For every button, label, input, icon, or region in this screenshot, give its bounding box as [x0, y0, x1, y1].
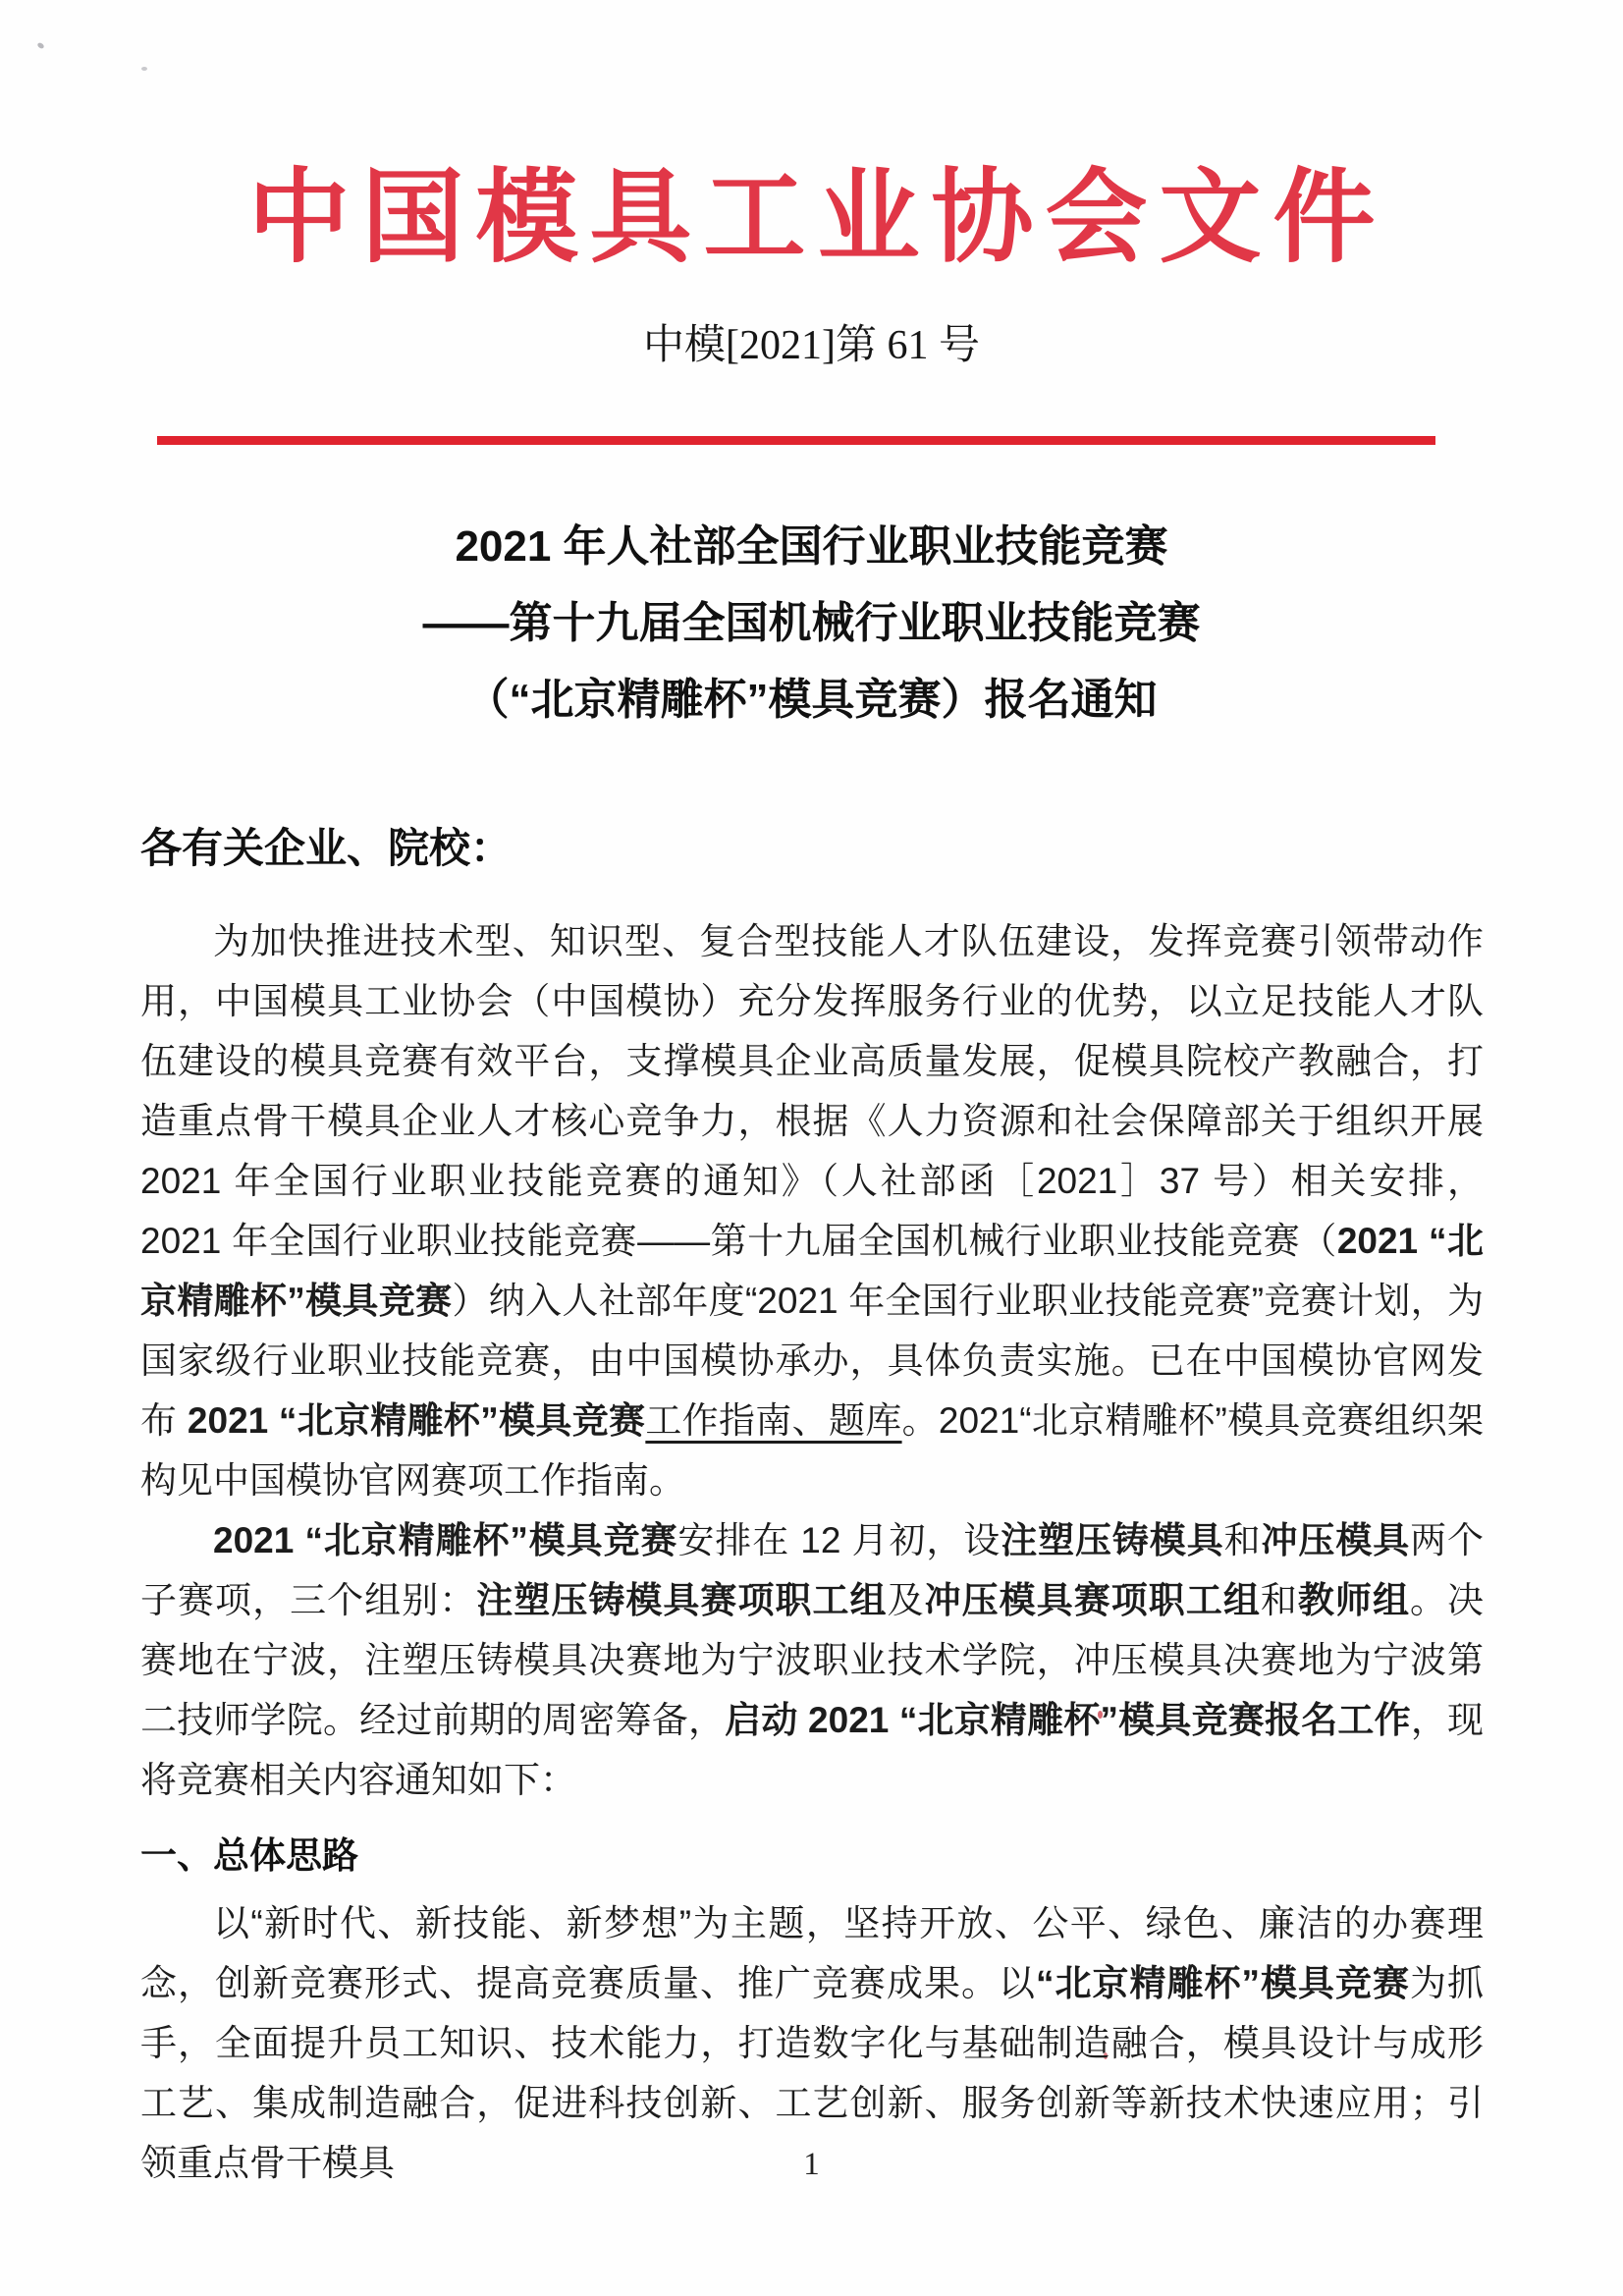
text-segment: 安排在 12 月初，设 — [677, 1520, 1001, 1560]
section-heading — [140, 1826, 1484, 1886]
scan-speckle — [141, 67, 147, 71]
document-title — [0, 509, 1623, 738]
document-title-line-1: 2021 年人社部全国行业职业技能竞赛 — [455, 522, 1168, 571]
text-segment: ，现将竞赛相关内容通知如下： — [140, 1700, 1485, 1800]
document-title-line-3: （“北京精雕杯”模具竞赛）报名通知 — [465, 676, 1158, 724]
text-segment: 及 — [887, 1580, 925, 1620]
document-body — [140, 911, 1484, 2193]
body-paragraph — [140, 1510, 1484, 1810]
text-segment: 教师组 — [1297, 1580, 1411, 1620]
text-segment: 。2021“北京精雕杯”模具竞赛组织架构见中国模协官网赛项工作指南。 — [140, 1400, 1484, 1501]
document-number: 中模[2021]第 61 号 — [643, 323, 980, 368]
text-segment: 和 — [1223, 1520, 1262, 1560]
text-segment: “北京精雕杯”模具竞赛 — [1036, 1963, 1410, 2003]
text-segment: 工作指南、题库 — [645, 1400, 902, 1441]
text-segment: 注塑压铸模具 — [1001, 1520, 1224, 1560]
text-segment: 两个子赛项，三个组别： — [140, 1520, 1485, 1620]
text-segment: ）纳入人社部年度“2021 年全国行业职业技能竞赛”竞赛计划，为国家级行业职业技能竞赛，由中国模协承办，具体负责实施。已在中国模协官网发布 — [140, 1281, 1485, 1441]
letterhead-divider-rule — [157, 436, 1435, 445]
text-segment: 注塑压铸模具赛项职工组 — [476, 1580, 888, 1620]
salutation: 各有关企业、院校： — [140, 825, 513, 871]
page-number: 1 — [803, 2147, 820, 2182]
text-segment: 2021 “北京精雕杯”模具竞赛 — [140, 1221, 1485, 1321]
text-segment: 2021 “北京精雕杯”模具竞赛 — [213, 1520, 678, 1560]
text-segment: 启动 2021 “北京精雕杯”模具竞赛报名工作 — [725, 1700, 1411, 1740]
text-segment: 为抓手，全面提升员工知识、技术能力，打造数字化与基础制造融合，模具设计与成形工艺、集成制造融合，促进科技创新、工艺创新、服务创新等新技术快速应用；引领重点骨干模具 — [140, 1963, 1484, 2183]
text-segment: 和 — [1260, 1580, 1298, 1620]
scan-speckle — [36, 41, 45, 49]
text-segment: 为加快推进技术型、知识型、复合型技能人才队伍建设，发挥竞赛引领带动作用，中国模具工业协会（中国模协）充分发挥服务行业的优势，以立足技能人才队伍建设的模具竞赛有效平台，支撑模具企业高质量发展，促模具院校产教融合，打造重点骨干模具企业人才核心竞争力，根据《人力资源和社会保障部关于组织开展 2021 年全国行业职业技能竞赛的通知》（人社部函［2021］37 号）相关安排， 2021 年全国行业职业技能竞赛——第十九届全国机械行业职业技能竞赛（ — [140, 921, 1484, 1261]
text-segment: 冲压模具 — [1261, 1520, 1411, 1560]
text-segment: 2021 “北京精雕杯”模具竞赛 — [187, 1400, 646, 1441]
text-segment: 。决赛地在宁波，注塑压铸模具决赛地为宁波职业技术学院，冲压模具决赛地为宁波第二技师学院。经过前期的周密筹备， — [140, 1580, 1485, 1740]
body-paragraph — [140, 911, 1484, 1510]
document-title-line-2: ——第十九届全国机械行业职业技能竞赛 — [422, 599, 1201, 647]
text-segment: 冲压模具赛项职工组 — [924, 1580, 1261, 1620]
text-segment: 以“新时代、新技能、新梦想”为主题，坚持开放、公平、绿色、廉洁的办赛理念，创新竞赛形式、提高竞赛质量、推广竞赛成果。以 — [140, 1903, 1484, 2003]
letterhead-org-name: 中国模具工业协会文件 — [247, 162, 1387, 275]
text-segment: 一、总体思路 — [140, 1835, 358, 1876]
